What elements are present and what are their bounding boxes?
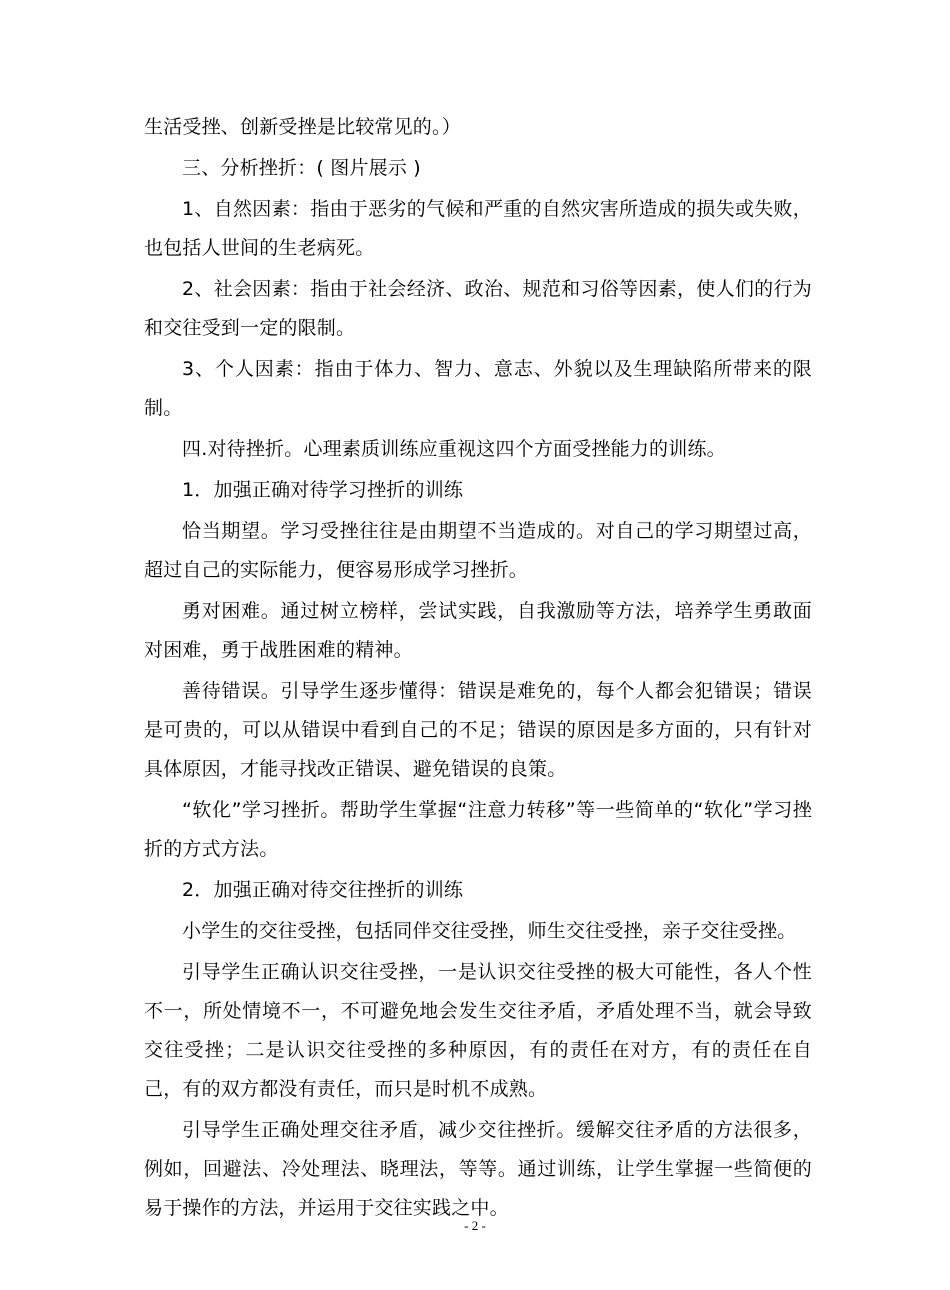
paragraph: “软化”学习挫折。帮助学生掌握“注意力转移”等一些简单的“软化”学习挫折的方式方法。: [144, 799, 812, 860]
paragraph: 引导学生正确处理交往矛盾，减少交往挫折。缓解交往矛盾的方法很多，例如，回避法、冷处理法、晓理法，等等。通过训练，让学生掌握一些简便的易于操作的方法，并运用于交往实践之中。: [144, 1119, 812, 1219]
paragraph: 恰当期望。学习受挫往往是由期望不当造成的。对自己的学习期望过高，超过自己的实际能力，便容易形成学习挫折。: [144, 520, 812, 581]
paragraph: 三、分析挫折：( 图片展示 ): [182, 157, 421, 179]
document-body: [144, 108, 812, 1230]
paragraph: 2．加强正确对待交往挫折的训练: [182, 879, 464, 901]
paragraph: 勇对困难。通过树立榜样，尝试实践，自我激励等方法，培养学生勇敢面对困难，勇于战胜困难的精神。: [144, 600, 812, 661]
paragraph: 1．加强正确对待学习挫折的训练: [182, 479, 464, 501]
paragraph: 小学生的交往受挫，包括同伴交往受挫，师生交往受挫，亲子交往受挫。: [182, 920, 797, 942]
paragraph: 生活受挫、创新受挫是比较常见的。）: [144, 116, 461, 138]
paragraph: 1、自然因素：指由于恶劣的气候和严重的自然灾害所造成的损失或失败，也包括人世间的生老病死。: [144, 198, 812, 259]
page-number: - 2 -: [464, 1218, 486, 1233]
paragraph: 3、个人因素：指由于体力、智力、意志、外貌以及生理缺陷所带来的限制。: [144, 358, 812, 419]
paragraph: 引导学生正确认识交往受挫，一是认识交往受挫的极大可能性，各人个性不一，所处情境不一，不可避免地会发生交往矛盾，矛盾处理不当，就会导致交往受挫；二是认识交往受挫的多种原因，有的责任在对方，有的责任在自己，有的双方都没有责任，而只是时机不成熟。: [144, 961, 812, 1100]
paragraph: 2、社会因素：指由于社会经济、政治、规范和习俗等因素，使人们的行为和交往受到一定的限制。: [144, 278, 812, 339]
paragraph: 善待错误。引导学生逐步懂得：错误是难免的，每个人都会犯错误；错误是可贵的，可以从错误中看到自己的不足；错误的原因是多方面的，只有针对具体原因，才能寻找改正错误、避免错误的良策。: [144, 680, 812, 780]
paragraph: 四.对待挫折。心理素质训练应重视这四个方面受挫能力的训练。: [182, 438, 726, 460]
